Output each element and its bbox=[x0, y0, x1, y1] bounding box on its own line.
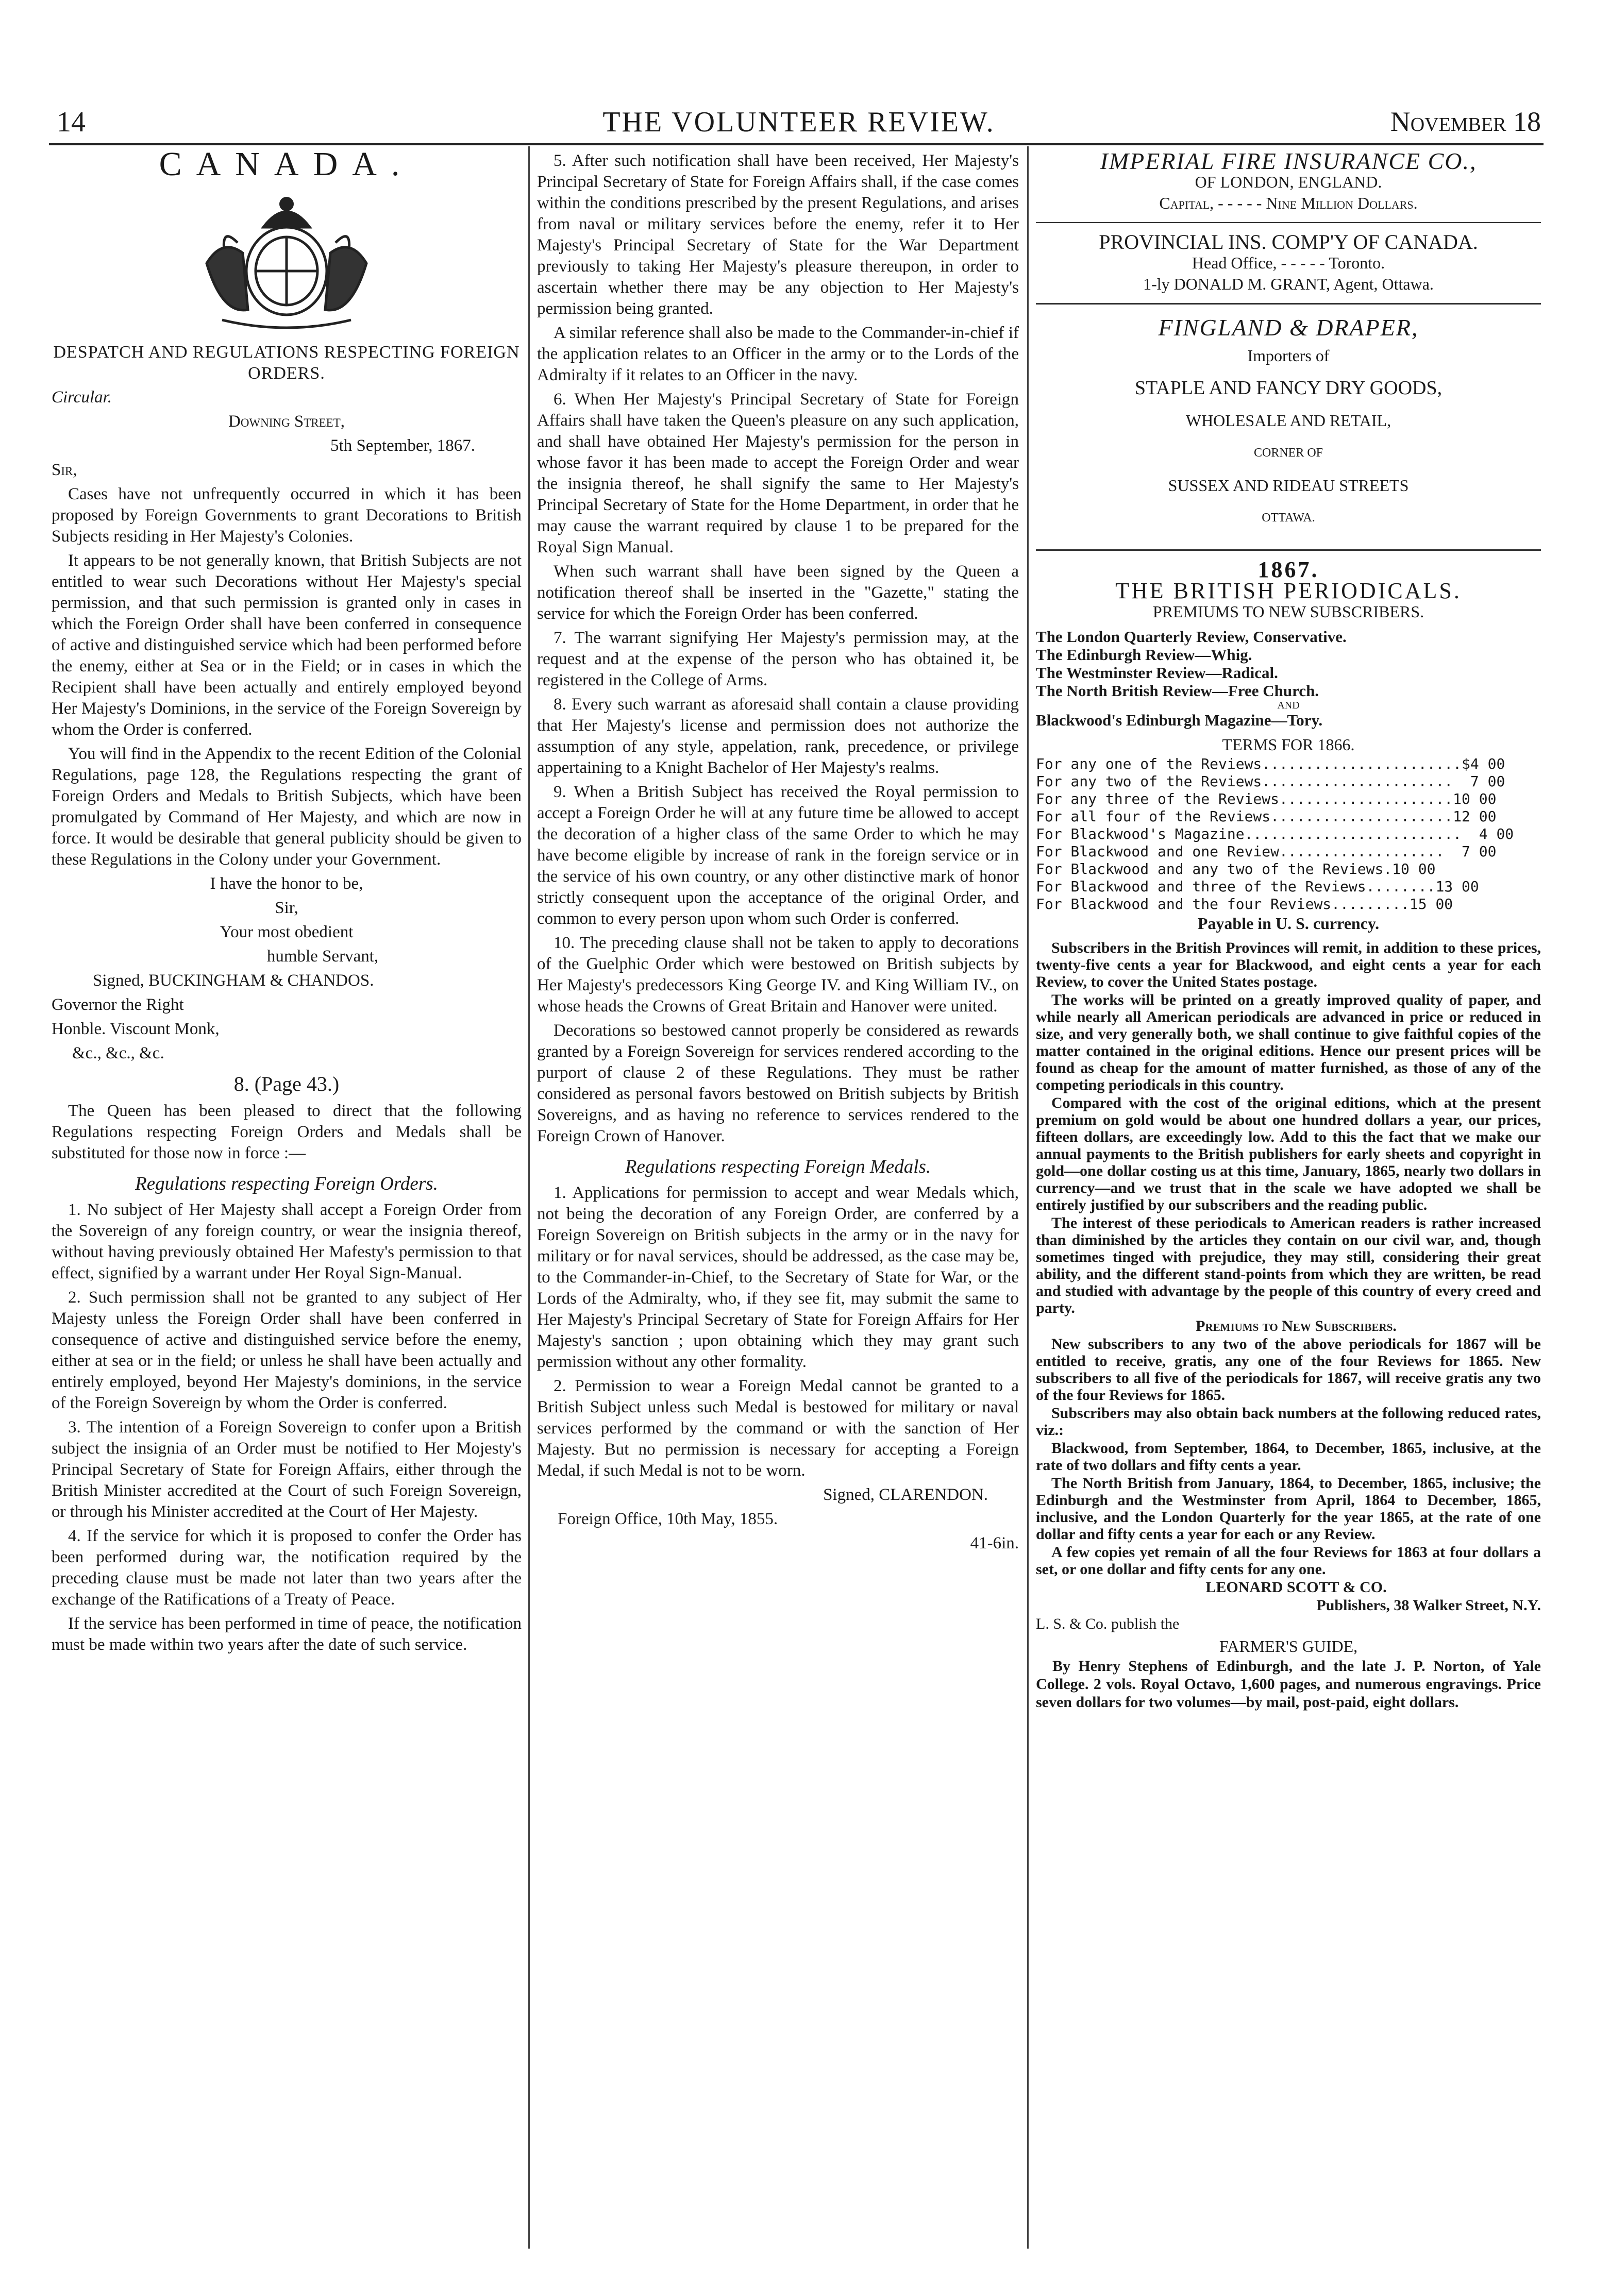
paragraph: Subscribers may also obtain back numbers at the following reduced rates, viz.: bbox=[1036, 1405, 1541, 1439]
price-row: For any three of the Reviews....................10 00 bbox=[1036, 790, 1497, 807]
regulation: 4. If the service for which it is proposed to confer the Order has been performed during war, the notification required by the preceding clause must be made not later than two years after the exchange of the Ratifications of a Treaty of Peace. bbox=[52, 1527, 522, 1609]
addressee: &c., &c., &c. bbox=[72, 1044, 164, 1062]
ad-line: Capital, - - - - - Nine Million Dollars. bbox=[1159, 194, 1418, 212]
paragraph: The Queen has been pleased to direct that the following Regulations respecting Foreign Orders and Medals shall be substituted for those now in force :— bbox=[52, 1102, 522, 1162]
closing-line: humble Servant, bbox=[266, 947, 379, 966]
paragraph: By Henry Stephens of Edinburgh, and the late J. P. Norton, of Yale College. 2 vols. Royal Octavo, 1,600 pages, and numerous engravings. Price seven dollars for two volumes—by mail, post-paid, eight dollars. bbox=[1036, 1658, 1541, 1711]
column-divider bbox=[528, 146, 530, 2249]
letter-address: Downing Street, bbox=[228, 412, 345, 431]
review-item: The Westminster Review—Radical. bbox=[1036, 664, 1278, 682]
divider bbox=[1036, 222, 1541, 223]
page-number: 14 bbox=[57, 106, 86, 138]
price-row: For Blackwood and three of the Reviews........13 00 bbox=[1036, 878, 1479, 895]
price-row: For all four of the Reviews.....................12 00 bbox=[1036, 808, 1497, 825]
ad-line: STAPLE AND FANCY DRY GOODS, bbox=[1134, 377, 1443, 399]
column-2 bbox=[537, 150, 1019, 1557]
regulation: 7. The warrant signifying Her Majesty's permission may, at the request and at the expense of the person who has obtained it, be registered in the College of Arms. bbox=[537, 629, 1019, 689]
royal-coat-of-arms-icon bbox=[160, 181, 413, 330]
regulation: 10. The preceding clause shall not be taken to apply to decorations of the Guelphic Order which were bestowed on British subjects by Her Majesty's predecessors King George IV. and King William IV., on whose heads the Crowns of Great Britain and Hanover were united. bbox=[537, 934, 1019, 1016]
price-row: For any one of the Reviews.......................$4 00 bbox=[1036, 755, 1505, 772]
regulation: 5. After such notification shall have been received, Her Majesty's Principal Secretary of State for Foreign Affairs shall, if the case comes within the conditions prescribed by the present Regulations, and arises from naval or military services before the enemy, refer it to Her Majesty's Principal Secretary of State for the War Department previously to taking Her Majesty's pleasure thereupon, in order to ascertain whether there may be any objection to Her Majesty's permission being granted. bbox=[537, 151, 1019, 318]
subheading: Regulations respecting Foreign Medals. bbox=[625, 1156, 931, 1177]
column-3 bbox=[1036, 150, 1541, 1714]
paragraph: The interest of these periodicals to American readers is rather increased than diminished by the articles they contain on our civil war, and, though sometimes tinged with prejudice, they may still, considering their great ability, and the different stand-points from which they are written, be read and studied with advantage by the people of this country of every creed and party. bbox=[1036, 1214, 1541, 1316]
price-row: For Blackwood and one Review................... 7 00 bbox=[1036, 843, 1497, 860]
column-divider bbox=[1027, 146, 1029, 2249]
paragraph: Cases have not unfrequently occurred in which it has been proposed by Foreign Governments to grant Decorations to British Subjects residing in Her Majesty's Colonies. bbox=[52, 485, 522, 546]
paragraph: Subscribers in the British Provinces will remit, in addition to these prices, twenty-five cents a year for Blackwood, and eight cents a year for each Review, to cover the United States postage. bbox=[1036, 939, 1541, 990]
addressee: Governor the Right bbox=[52, 995, 184, 1014]
paragraph: You will find in the Appendix to the recent Edition of the Colonial Regulations, page 128, the Regulations respecting the grant of Foreign Orders and Medals to British Subjects, which have been promulgated by Command of Her Majesty, and which are now in force. It would be desirable that general publicity should be given to these Regulations in the Colony under your Government. bbox=[52, 745, 522, 869]
addressee: Honble. Viscount Monk, bbox=[52, 1020, 220, 1038]
ad-line: Payable in U. S. currency. bbox=[1197, 914, 1380, 933]
ad-line: PREMIUMS TO NEW SUBSCRIBERS. bbox=[1152, 602, 1424, 621]
newspaper-title: THE VOLUNTEER REVIEW. bbox=[602, 106, 995, 138]
price-row: For Blackwood's Magazine......................... 4 00 bbox=[1036, 825, 1514, 842]
paragraph: The works will be printed on a greatly improved quality of paper, and while nearly all American periodicals are advanced in price or reduced in size, and very generally both, we shall continue to give faithful copies of the matter contained in the original editions. Hence our present prices will be found as cheap for the amount of matter furnished, as those of any of the competing periodicals in this country. bbox=[1036, 991, 1541, 1093]
ad-title: FINGLAND & DRAPER, bbox=[1158, 314, 1419, 341]
publisher-address: Publishers, 38 Walker Street, N.Y. bbox=[1316, 1597, 1541, 1614]
ad-line: WHOLESALE AND RETAIL, bbox=[1185, 411, 1391, 430]
regulation: 2. Such permission shall not be granted to any subject of Her Majesty unless the Foreign Order shall have been conferred in consequence of active and distinguished service before the enemy, either at sea or in the field; or unless he shall have been actually and entirely employed, beyond Her Majesty's dominions, in the service of the Foreign Sovereign by whom the Order is conferred. bbox=[52, 1288, 522, 1412]
ad-code: 41-6in. bbox=[970, 1534, 1019, 1552]
ad-line: AND bbox=[1277, 700, 1300, 711]
price-row: For Blackwood and any two of the Reviews.10 00 bbox=[1036, 860, 1436, 877]
issue-date: November 18 bbox=[1390, 106, 1541, 137]
circular-label: Circular. bbox=[52, 388, 112, 407]
regulation: When such warrant shall have been signed by the Queen a notification thereof shall be inserted in the "Gazette," stating the service for which the Foreign Order has been conferred. bbox=[537, 562, 1019, 623]
ad-title: IMPERIAL FIRE INSURANCE CO., bbox=[1100, 148, 1477, 174]
ad-line: OTTAWA. bbox=[1262, 511, 1315, 525]
ad-line: L. S. & Co. publish the bbox=[1036, 1615, 1180, 1632]
ad-line: OF LONDON, ENGLAND. bbox=[1195, 173, 1382, 191]
subheading: Regulations respecting Foreign Orders. bbox=[135, 1173, 438, 1194]
price-row: For Blackwood and the four Reviews.........15 00 bbox=[1036, 896, 1453, 913]
paragraph: Blackwood, from September, 1864, to December, 1865, inclusive, at the rate of two dollars and fifty cents a year. bbox=[1036, 1440, 1541, 1474]
salutation: Sir, bbox=[52, 461, 77, 479]
divider bbox=[1036, 549, 1541, 551]
ad-line: Head Office, - - - - - Toronto. bbox=[1192, 254, 1385, 272]
regulation: Decorations so bestowed cannot properly be considered as rewards granted by a Foreign Sovereign for services rendered according to the purport of clause 2 of these Regulations. They must be rather considered as personal favors bestowed on British subjects by British Sovereigns, and as having no reference to services rendered to the Foreign Crown of Hanover. bbox=[537, 1021, 1019, 1145]
regulation: 1. No subject of Her Majesty shall accept a Foreign Order from the Sovereign of any foreign country, or wear the insignia thereof, without having previously obtained Her Mafesty's permission to that effect, signified by a warrant under Her Royal Sign-Manual. bbox=[52, 1201, 522, 1282]
office-date: Foreign Office, 10th May, 1855. bbox=[558, 1510, 778, 1528]
closing-line: Sir, bbox=[275, 899, 298, 917]
ad-title: FARMER'S GUIDE, bbox=[1219, 1637, 1358, 1656]
paragraph: Compared with the cost of the original editions, which at the present premium on gold would be about one hundred dollars a year, our prices, fifteen dollars, are exceedingly low. Add to this the fact that we make our annual payments to the British publishers for early sheets and copyright in gold—one dollar costing us at this time, January, 1865, nearly two dollars in currency—and we trust that in the scale we have adopted we shall be entirely justified by our subscribers and the reading public. bbox=[1036, 1094, 1541, 1213]
regulation: A similar reference shall also be made to the Commander-in-chief if the application relates to an Officer in the army or to the Lords of the Admiralty if it relates to an Officer in the navy. bbox=[537, 324, 1019, 384]
ad-year: 1867. bbox=[1257, 557, 1319, 582]
paragraph: New subscribers to any two of the above periodicals for 1867 will be entitled to receive, gratis, any one of the four Reviews for 1865. New subscribers to all five of the periodicals for 1867, will receive gratis any two of the four Reviews for 1865. bbox=[1036, 1336, 1541, 1404]
regulation: 8. Every such warrant as aforesaid shall contain a clause providing that Her Majesty's license and permission does not authorize the assumption of any style, appelation, rank, precedence, or privilege appertaining to a Knight Bachelor of Her Majesty's realms. bbox=[537, 695, 1019, 777]
column-1 bbox=[52, 145, 522, 1659]
letter-date: 5th September, 1867. bbox=[330, 436, 475, 455]
ad-line: Importers of bbox=[1247, 346, 1330, 365]
regulation: 9. When a British Subject has received the Royal permission to accept a Foreign Order he will at any future time be allowed to accept the decoration of a higher class of the same Order to which he may have become eligible by increase of rank in the foreign service or in the service of his own country, or any other distinctive mark of honor strictly consequent upon the acceptance of the original Order, and common to every person upon whom such Order is conferred. bbox=[537, 783, 1019, 928]
ad-title: PROVINCIAL INS. COMP'Y OF CANADA. bbox=[1099, 230, 1478, 254]
review-item: The Edinburgh Review—Whig. bbox=[1036, 646, 1252, 664]
signature: Signed, BUCKINGHAM & CHANDOS. bbox=[93, 971, 374, 990]
regulation: 2. Permission to wear a Foreign Medal cannot be granted to a British Subject unless such Medal is bestowed for military or naval services performed by the command or with the sanction of Her Majesty. But no permission is necessary for accepting a Foreign Medal, if such Medal is not to be worn. bbox=[537, 1377, 1019, 1480]
price-row: For any two of the Reviews...................... 7 00 bbox=[1036, 773, 1505, 790]
regulation: 1. Applications for permission to accept and wear Medals which, not being the decoration of any Foreign Order, are conferred by a Foreign Sovereign on British subjects in the army or in the navy for military or for naval services, should be addressed, as the case may be, to the Commander-in-Chief, to the Secretary of State for War, or the Lords of the Admiralty, who, if they see fit, may submit the same to Her Majesty's Principal Secretary of State for Foreign Affairs for Her Majesty's sanction ; upon obtaining which they may grant such permission without any other formality. bbox=[537, 1184, 1019, 1371]
paragraph: It appears to be not generally known, that British Subjects are not entitled to wear such Decorations without Her Majesty's special permission, and that such permission is granted only in cases in which the Foreign Order shall have been conferred in consequence of active and distinguished service which had been performed before the enemy, either at Sea or in the Field; or in cases in which the Recipient shall have been actually and entirely employed beyond Her Majesty's Dominions, in the service of the Foreign Sovereign by whom the Order is conferred. bbox=[52, 551, 522, 739]
review-item: Blackwood's Edinburgh Magazine—Tory. bbox=[1036, 711, 1323, 729]
review-item: The North British Review—Free Church. bbox=[1036, 682, 1319, 700]
page-header bbox=[57, 106, 1541, 147]
closing-line: Your most obedient bbox=[220, 923, 354, 941]
regulation: If the service has been performed in time of peace, the notification must be made within two years after the date of such service. bbox=[52, 1614, 522, 1654]
regulation: 6. When Her Majesty's Principal Secretary of State for Foreign Affairs shall have taken the Queen's pleasure on any such application, and shall have obtained Her Majesty's permission for the person in whose favor it has been made to accept the Foreign Order and wear the insignia thereof, he shall signify the same to Her Majesty's Principal Secretary of State for the Home Department, in order that he may cause the warrant required by clause 1 to be prepared for the Royal Sign Manual. bbox=[537, 390, 1019, 556]
paragraph: A few copies yet remain of all the four Reviews for 1863 at four dollars a set, or one dollar and fifty cents for any one. bbox=[1036, 1544, 1541, 1578]
terms-heading: TERMS FOR 1866. bbox=[1222, 735, 1355, 754]
section-number: 8. (Page 43.) bbox=[233, 1072, 340, 1095]
subheading: Premiums to New Subscribers. bbox=[1196, 1318, 1397, 1335]
signature: Signed, CLARENDON. bbox=[823, 1485, 988, 1504]
ad-title: THE BRITISH PERIODICALS. bbox=[1115, 578, 1462, 603]
ad-line: 1-ly DONALD M. GRANT, Agent, Ottawa. bbox=[1143, 275, 1434, 293]
ad-line: CORNER OF bbox=[1253, 446, 1323, 460]
divider bbox=[1036, 303, 1541, 305]
despatch-heading: DESPATCH AND REGULATIONS RESPECTING FOREIGN ORDERS. bbox=[53, 343, 520, 383]
review-item: The London Quarterly Review, Conservative. bbox=[1036, 628, 1347, 646]
regulation: 3. The intention of a Foreign Sovereign to confer upon a British subject the insignia of an Order must be notified to Her Mojesty's Principal Secretary of State for Foreign Affairs, either through the British Minister accredited at the Court of such Foreign Sovereign, or through his Minister accredited at the Court of Her Majesty. bbox=[52, 1418, 522, 1521]
section-title: CANADA. bbox=[159, 145, 414, 183]
closing-line: I have the honor to be, bbox=[210, 874, 363, 893]
ad-body bbox=[1036, 939, 1541, 1614]
publisher: LEONARD SCOTT & CO. bbox=[1205, 1579, 1387, 1596]
paragraph: The North British from January, 1864, to December, 1865, inclusive; the Edinburgh and the Westminster from April, 1864 to December, 1865, inclusive, and the London Quarterly for the year 1865, at the rate of one dollar and fifty cents a year for each or any Review. bbox=[1036, 1475, 1541, 1543]
ad-line: SUSSEX AND RIDEAU STREETS bbox=[1168, 476, 1409, 495]
